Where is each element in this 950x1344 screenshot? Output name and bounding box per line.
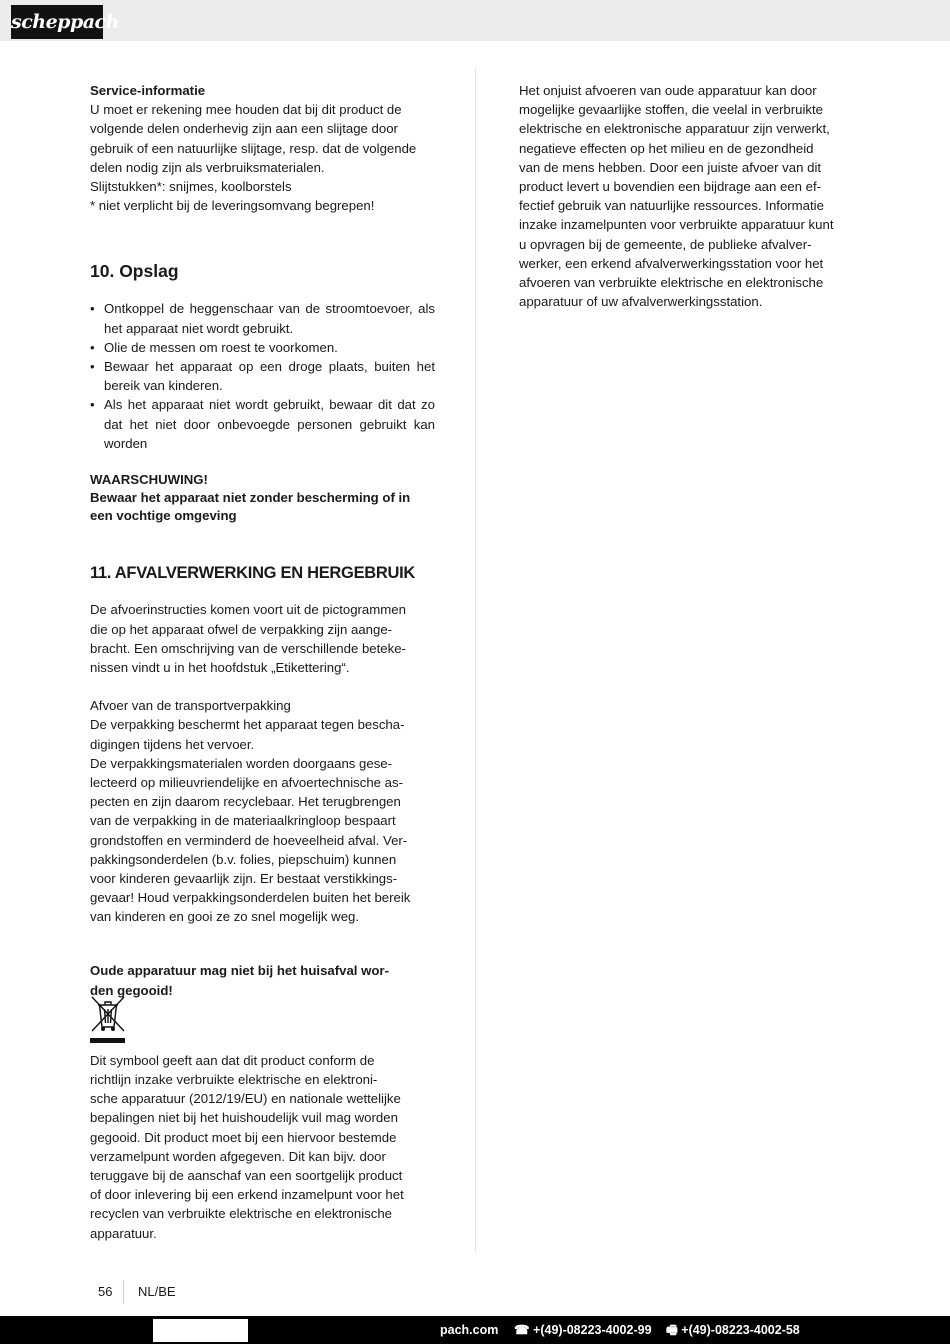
brand-logo: scheppach (11, 5, 103, 39)
text-line: elektrische en elektronische apparatuur zijn verwerkt, (519, 121, 830, 137)
disposal-heading: 11. AFVALVERWERKING EN HERGEBRUIK (90, 564, 416, 583)
text-line: product levert u bovendien een bijdrage aan een ef- (519, 179, 822, 195)
list-item: • Bewaar het apparaat op een droge plaats, buiten het bereik van kinderen. (90, 357, 435, 395)
text-line: pakkingsonderdelen (b.v. folies, piepschuim) kunnen (90, 851, 397, 867)
disposal-intro (90, 600, 435, 677)
service-title: Service-informatie (90, 83, 206, 98)
warning-line: een vochtige omgeving (90, 507, 237, 523)
text-line: apparatuur of uw afvalverwerkingsstation. (519, 294, 763, 310)
text-line: Afvoer van de transportverpakking (90, 698, 291, 714)
text-line: u opvragen bij de gemeente, de publieke afvalver- (519, 236, 812, 252)
list-item: • Olie de messen om roest te voorkomen. (90, 338, 435, 357)
text-line: gevaar! Houd verpakkingsonderdelen buiten het bereik (90, 890, 411, 906)
footer-white-box (153, 1319, 248, 1342)
text-line: teruggave bij de aanschaf van een soortgelijk product (90, 1167, 403, 1183)
text-line: gegooid. Dit product moet bij een hiervoor bestemde (90, 1129, 397, 1145)
page-number-divider (123, 1280, 124, 1304)
list-item: • Als het apparaat niet wordt gebruikt, bewaar dit dat zo dat het niet door onbevoegde personen gebruikt kan worden (90, 395, 435, 453)
text-line: bracht. Een omschrijving van de verschillende beteke- (90, 640, 406, 656)
warning-line: Bewaar het apparaat niet zonder bescherming of in (90, 489, 411, 505)
text-line: afvoeren van verbruikte elektrische en elektronische (519, 275, 824, 291)
text-line: richtlijn inzake verbruikte elektrische en elektroni- (90, 1071, 378, 1087)
page-number: 56 (98, 1284, 113, 1299)
text-line: werker, een erkend afvalverwerkingsstation voor het (519, 255, 824, 271)
language-code: NL/BE (138, 1284, 176, 1299)
text-line: voor kinderen gevaarlijk zijn. Er bestaat verstikkings- (90, 871, 398, 887)
service-line: gebruik of een natuurlijke slijtage, resp. dat de volgende (90, 140, 417, 156)
text-line: van de mens hebben. Door een juiste afvoer van dit (519, 159, 822, 175)
text-line: van kinderen en gooi ze zo snel mogelijk weg. (90, 909, 360, 925)
service-line: delen nodig zijn als verbruiksmaterialen. (90, 159, 325, 175)
text-line: apparatuur. (90, 1225, 157, 1241)
text-line: negatieve effecten op het milieu en de gezondheid (519, 140, 814, 156)
household-warning (90, 961, 435, 1001)
text-line: recyclen van verbruikte elektrische en elektronische (90, 1206, 392, 1222)
text-line: Dit symbool geeft aan dat dit product conform de (90, 1052, 375, 1068)
text-line: van de verpakking in de materiaalkringloop bespaart (90, 813, 396, 829)
text-line: verzamelpunt worden afgegeven. Dit kan bijv. door (90, 1148, 386, 1164)
warning-block (90, 471, 435, 524)
storage-heading: 10. Opslag (90, 261, 179, 282)
service-line: * niet verplicht bij de leveringsomvang begrepen! (90, 198, 375, 214)
footer-fax: 🖷 +(49)-08223-4002-58 (666, 1323, 800, 1337)
text-line: Het onjuist afvoeren van oude apparatuur kan door (519, 83, 817, 98)
storage-list (90, 299, 435, 453)
footer-website: pach.com (440, 1323, 499, 1337)
text-line: sche apparatuur (2012/19/EU) en nationale wettelijke (90, 1091, 401, 1107)
text-line: digingen tijdens het vervoer. (90, 736, 255, 752)
column-divider (475, 68, 476, 1252)
footer-phone: ☎ +(49)-08223-4002-99 (514, 1323, 652, 1337)
text-line: fectief gebruik van natuurlijke ressources. Informatie (519, 198, 824, 214)
service-line: Slijtstukken*: snijmes, koolborstels (90, 179, 292, 195)
text-line: nissen vindt u in het hoofdstuk „Etikettering“. (90, 660, 350, 676)
household-line: den gegooid! (90, 982, 173, 998)
text-line: De afvoerinstructies komen voort uit de pictogrammen (90, 602, 406, 618)
text-line: pecten en zijn daarom recyclebaar. Het terugbrengen (90, 794, 401, 810)
service-line: U moet er rekening mee houden dat bij dit product de (90, 102, 402, 118)
text-line: die op het apparaat ofwel de verpakking zijn aange- (90, 621, 393, 637)
header-bar (0, 0, 950, 41)
household-line: Oude apparatuur mag niet bij het huisafval wor- (90, 962, 389, 978)
text-line: bepalingen niet bij het huishoudelijk vuil mag worden (90, 1110, 398, 1126)
warning-title: WAARSCHUWING! (90, 472, 208, 488)
left-column (90, 81, 435, 1243)
symbol-paragraph (90, 1051, 435, 1243)
text-line: mogelijke gevaarlijke stoffen, die veelal in verbruikte (519, 102, 823, 118)
text-line: inzake inzamelpunten voor verbruikte apparatuur kunt (519, 217, 834, 233)
service-line: volgende delen onderhevig zijn aan een slijtage door (90, 121, 398, 137)
text-line: lecteerd op milieuvriendelijke en afvoertechnische as- (90, 775, 404, 791)
list-item: • Ontkoppel de heggenschaar van de stroomtoevoer, als het apparaat niet wordt gebruikt. (90, 299, 435, 337)
transport-paragraph (90, 696, 435, 926)
text-line: of door inlevering bij een erkend inzamelpunt voor het (90, 1187, 404, 1203)
text-line: De verpakkingsmaterialen worden doorgaans gese- (90, 755, 393, 771)
text-line: De verpakking beschermt het apparaat tegen bescha- (90, 717, 405, 733)
text-line: grondstoffen en verminderd de hoeveelheid afval. Ver- (90, 832, 408, 848)
right-column (519, 81, 864, 311)
